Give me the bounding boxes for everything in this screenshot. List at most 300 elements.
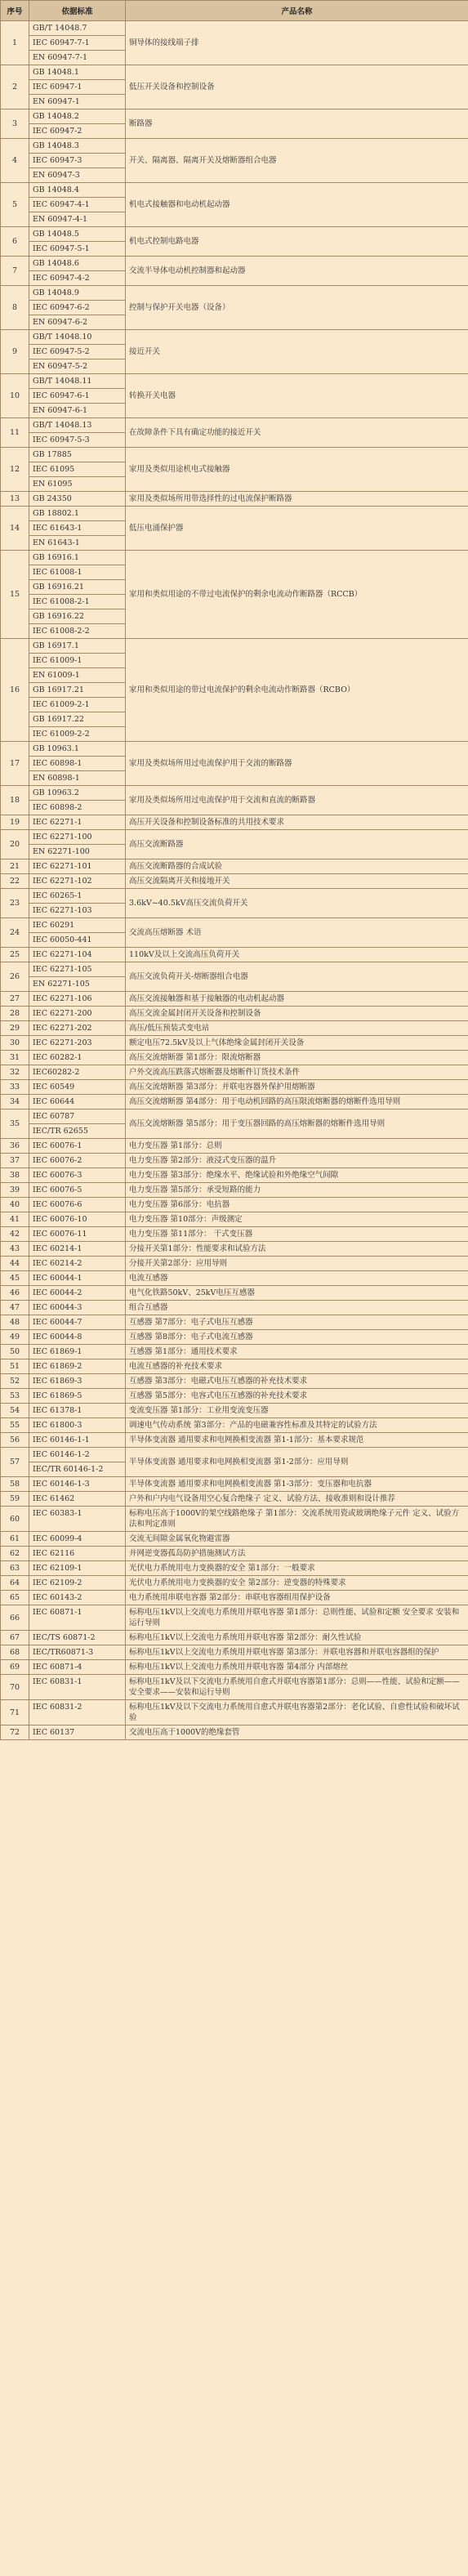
- row-number: 58: [1, 1477, 29, 1492]
- standard-cell: [29, 1591, 126, 1605]
- product-name: 标称电压1kV以上交流电力系统用并联电容器 第2部分：耐久性试验: [126, 1631, 468, 1645]
- product-name: 电力变压器 第1部分：总则: [126, 1139, 468, 1154]
- header-basis: 依据标准: [29, 1, 126, 21]
- table-row: [1, 330, 468, 374]
- row-number: 12: [1, 448, 29, 492]
- header-product: 产品名称: [126, 1, 468, 21]
- standard-code: IEC 62116: [33, 1549, 75, 1558]
- standard-code: IEC 60549: [33, 1083, 75, 1092]
- product-name: 电力变压器 第5部分：承受短路的能力: [126, 1183, 468, 1198]
- row-number: 59: [1, 1492, 29, 1507]
- row-number: 16: [1, 639, 29, 742]
- row-number: 31: [1, 1051, 29, 1065]
- standard-cell: [29, 1645, 126, 1660]
- product-name: 调速电气传动系统 第3部分：产品的电磁兼容性标准及其特定的试验方法: [126, 1418, 468, 1433]
- standard-code: IEC 61643-1: [29, 521, 125, 536]
- standard-cell: [29, 1183, 126, 1198]
- product-name: 110kV及以上交流高压负荷开关: [126, 948, 468, 962]
- row-number: 43: [1, 1242, 29, 1257]
- header-seq: 序号: [1, 1, 29, 21]
- table-row: [1, 418, 468, 448]
- product-name: 电力变压器 第2部分：液浸式变压器的温升: [126, 1154, 468, 1168]
- standard-cell: [29, 1330, 126, 1345]
- standard-code: GB/T 14048.13: [29, 418, 125, 433]
- row-number: 2: [1, 65, 29, 109]
- row-number: 1: [1, 21, 29, 65]
- product-name: 在故障条件下具有确定功能的接近开关: [126, 418, 468, 448]
- row-number: 44: [1, 1257, 29, 1271]
- row-number: 24: [1, 918, 29, 948]
- table-row: [1, 1257, 468, 1271]
- table-row: [1, 1212, 468, 1227]
- standard-code: IEC 60214-2: [33, 1259, 82, 1268]
- standard-code: GB/T 14048.7: [29, 21, 125, 36]
- standard-code: IEC 60076-6: [33, 1200, 82, 1209]
- standard-cell: [29, 830, 126, 859]
- row-number: 29: [1, 1021, 29, 1036]
- standard-code: IEC 60898-1: [29, 757, 125, 771]
- standard-code: IEC 61008-1: [29, 565, 125, 580]
- table-row: [1, 1345, 468, 1359]
- product-name: 标称电压1kV以上交流电力系统用并联电容器 第4部分 内部熔丝: [126, 1660, 468, 1675]
- standard-code: IEC/TR60871-3: [33, 1648, 94, 1657]
- standard-code: IEC 60044-8: [33, 1333, 82, 1342]
- standard-cell: [29, 1561, 126, 1576]
- table-row: [1, 1675, 468, 1700]
- standard-code: IEC 60947-4-2: [33, 274, 90, 283]
- table-row: [1, 786, 468, 815]
- standard-code: IEC 61378-1: [33, 1406, 82, 1415]
- standard-code: EN 61095: [33, 480, 73, 489]
- standard-code: GB 14048.4: [29, 183, 125, 198]
- table-row: [1, 1301, 468, 1315]
- row-number: 23: [1, 889, 29, 918]
- standard-code: IEC 61009-1: [29, 654, 125, 668]
- standard-cell: [29, 1080, 126, 1095]
- product-name: 分接开关第2部分：应用导则: [126, 1257, 468, 1271]
- standard-cell: [29, 1477, 126, 1492]
- standard-cell: [29, 1021, 126, 1036]
- standard-cell: [29, 1271, 126, 1286]
- row-number: 27: [1, 992, 29, 1007]
- table-row: [1, 1315, 468, 1330]
- table-row: [1, 551, 468, 639]
- row-number: 7: [1, 257, 29, 286]
- standard-code: IEC 60146-1-3: [33, 1480, 90, 1489]
- product-name: 家用及类似场所用过电流保护用于交流和直流的断路器: [126, 786, 468, 815]
- standard-cell: [29, 1227, 126, 1242]
- standard-code: IEC 62271-102: [33, 877, 92, 886]
- row-number: 28: [1, 1007, 29, 1021]
- product-name: 电力系统用串联电容器 第2部分：串联电容器组用保护设备: [126, 1591, 468, 1605]
- product-name: 半导体变流器 通用要求和电网换相变流器 第1-3部分：变压器和电抗器: [126, 1477, 468, 1492]
- standard-code: EN 61643-1: [33, 538, 80, 547]
- standard-cell: [29, 1448, 126, 1477]
- standard-cell: [29, 1315, 126, 1330]
- standard-code: IEC 62271-100: [29, 830, 125, 845]
- standard-cell: [29, 1198, 126, 1212]
- row-number: 33: [1, 1080, 29, 1095]
- product-name: 高压交流金属封闭开关设备和控制设备: [126, 1007, 468, 1021]
- standard-cell: [29, 1631, 126, 1645]
- row-number: 35: [1, 1109, 29, 1139]
- standard-cell: [29, 1507, 126, 1532]
- standard-cell: [29, 1345, 126, 1359]
- standard-code: IEC 60947-7-1: [29, 36, 125, 51]
- product-name: 户外和户内电气设备用空心复合绝缘子 定义、试验方法、接收准则和设计推荐: [126, 1492, 468, 1507]
- row-number: 38: [1, 1168, 29, 1183]
- table-row: [1, 109, 468, 139]
- row-number: 72: [1, 1726, 29, 1740]
- product-name: 交流半导体电动机控制器和起动器: [126, 257, 468, 286]
- product-name: 电流互感器: [126, 1271, 468, 1286]
- standard-cell: [29, 1109, 126, 1139]
- standard-cell: [29, 962, 126, 992]
- row-number: 47: [1, 1301, 29, 1315]
- standard-code: GB/T 14048.10: [29, 330, 125, 345]
- table-row: [1, 918, 468, 948]
- table-row: [1, 1168, 468, 1183]
- standard-cell: [29, 1036, 126, 1051]
- product-name: 分接开关第1部分：性能要求和试验方法: [126, 1242, 468, 1257]
- standard-code: IEC 60146-1-1: [33, 1435, 90, 1444]
- row-number: 42: [1, 1227, 29, 1242]
- standard-code: GB/T 14048.11: [29, 374, 125, 389]
- standard-cell: [29, 1301, 126, 1315]
- product-name: 组合互感器: [126, 1301, 468, 1315]
- standard-cell: [29, 1547, 126, 1561]
- standard-cell: [29, 786, 126, 815]
- standard-cell: [29, 1374, 126, 1389]
- standard-code: IEC 60076-10: [33, 1215, 87, 1224]
- row-number: 68: [1, 1645, 29, 1660]
- standard-cell: [29, 1257, 126, 1271]
- product-name: 高压开关设备和控制设备标准的共用技术要求: [126, 815, 468, 830]
- standard-code: IEC 61095: [29, 462, 125, 477]
- product-name: 高压交流熔断器 第4部分：用于电动机回路的高压限流熔断器的熔断件选用导则: [126, 1095, 468, 1109]
- row-number: 67: [1, 1631, 29, 1645]
- standard-code: IEC 60076-5: [33, 1185, 82, 1194]
- standard-code: GB 16916.22: [29, 609, 125, 624]
- standard-cell: [29, 1007, 126, 1021]
- product-name: 标称电压1kV以上交流电力系统用并联电容器 第3部分：并联电容器和并联电容器组的保护: [126, 1645, 468, 1660]
- row-number: 71: [1, 1700, 29, 1726]
- product-name: 交流无间隙金属氧化物避雷器: [126, 1532, 468, 1547]
- standard-code: IEC 60947-3: [29, 154, 125, 168]
- row-number: 5: [1, 183, 29, 227]
- row-number: 34: [1, 1095, 29, 1109]
- standard-code: EN 60947-1: [33, 97, 80, 106]
- standard-code: EN 60947-7-1: [33, 53, 87, 62]
- standard-cell: [29, 1168, 126, 1183]
- table-row: [1, 1660, 468, 1675]
- standard-code: IEC 60947-6-2: [29, 301, 125, 315]
- standard-code: IEC 60787: [29, 1109, 125, 1124]
- standard-code: IEC 60871-4: [33, 1663, 82, 1672]
- table-row: [1, 1021, 468, 1036]
- standard-code: IEC 62271-101: [33, 862, 92, 871]
- product-name: 低压电涌保护器: [126, 507, 468, 551]
- row-number: 20: [1, 830, 29, 859]
- standard-code: GB 10963.1: [29, 742, 125, 757]
- standard-code: IEC 60831-2: [33, 1703, 82, 1712]
- row-number: 6: [1, 227, 29, 257]
- table-row: [1, 1051, 468, 1065]
- standard-code: GB 14048.2: [29, 109, 125, 124]
- standard-cell: [29, 1700, 126, 1726]
- row-number: 9: [1, 330, 29, 374]
- standard-code: EN 62271-100: [33, 847, 90, 856]
- table-row: [1, 1242, 468, 1257]
- product-name: 交流电压高于1000V的绝缘套管: [126, 1726, 468, 1740]
- row-number: 32: [1, 1065, 29, 1080]
- standard-code: GB 24350: [33, 494, 72, 503]
- table-row: [1, 286, 468, 330]
- table-row: [1, 1507, 468, 1532]
- standard-cell: [29, 874, 126, 889]
- product-name: 高压交流熔断器 第1部分：限流熔断器: [126, 1051, 468, 1065]
- table-row: [1, 1631, 468, 1645]
- row-number: 52: [1, 1374, 29, 1389]
- product-name: 互感器 第5部分：电容式电压互感器的补充技术要求: [126, 1389, 468, 1404]
- standard-cell: [29, 65, 126, 109]
- standard-cell: [29, 1433, 126, 1448]
- row-number: 22: [1, 874, 29, 889]
- table-row: [1, 21, 468, 65]
- standard-code: IEC 62271-105: [29, 962, 125, 977]
- standard-cell: [29, 992, 126, 1007]
- standard-cell: [29, 492, 126, 507]
- product-name: 铜导体的接线端子排: [126, 21, 468, 65]
- standard-code: GB 14048.9: [29, 286, 125, 301]
- standard-code: IEC 60050-441: [33, 935, 92, 944]
- standard-code: IEC 60898-2: [33, 803, 82, 812]
- standard-code: IEC/TR 62655: [33, 1127, 88, 1136]
- product-name: 光伏电力系统用电力变换器的安全 第1部分：一般要求: [126, 1561, 468, 1576]
- product-name: 标称电压1kV及以下交流电力系统用自愈式并联电容器第2部分：老化试验、自愈性试验和破坏试验: [126, 1700, 468, 1726]
- row-number: 63: [1, 1561, 29, 1576]
- row-number: 56: [1, 1433, 29, 1448]
- standard-code: IEC 60831-1: [33, 1677, 82, 1686]
- table-row: [1, 1007, 468, 1021]
- standard-cell: [29, 551, 126, 639]
- table-row: [1, 374, 468, 418]
- row-number: 45: [1, 1271, 29, 1286]
- row-number: 37: [1, 1154, 29, 1168]
- standard-code: IEC 61869-2: [33, 1362, 82, 1371]
- row-number: 8: [1, 286, 29, 330]
- table-row: [1, 1547, 468, 1561]
- standard-code: IEC 62109-2: [33, 1578, 82, 1587]
- table-row: [1, 742, 468, 786]
- row-number: 69: [1, 1660, 29, 1675]
- standard-cell: [29, 109, 126, 139]
- product-name: 互感器 第3部分：电磁式电压互感器的补充技术要求: [126, 1374, 468, 1389]
- product-name: 3.6kV~40.5kV高压交流负荷开关: [126, 889, 468, 918]
- product-name: 高压交流熔断器 第5部分：用于变压器回路的高压熔断器的熔断件选用导则: [126, 1109, 468, 1139]
- table-row: [1, 962, 468, 992]
- standard-code: EN 61009-1: [29, 668, 125, 683]
- table-row: [1, 257, 468, 286]
- table-row: [1, 1080, 468, 1095]
- standard-code: IEC 60143-2: [33, 1593, 82, 1602]
- standard-cell: [29, 448, 126, 492]
- row-number: 15: [1, 551, 29, 639]
- standard-cell: [29, 183, 126, 227]
- table-row: [1, 948, 468, 962]
- product-name: 标称电压1kV以上交流电力系统用并联电容器 第1部分：总则性能、试验和定额 安全要求 安装和运行导则: [126, 1605, 468, 1631]
- row-number: 66: [1, 1605, 29, 1631]
- standard-cell: [29, 257, 126, 286]
- standard-cell: [29, 1242, 126, 1257]
- table-row: [1, 1576, 468, 1591]
- standard-code: IEC 60383-1: [33, 1509, 82, 1518]
- standard-cell: [29, 1154, 126, 1168]
- row-number: 53: [1, 1389, 29, 1404]
- standard-cell: [29, 330, 126, 374]
- table-row: [1, 448, 468, 492]
- product-name: 家用和类似用途的带过电流保护的剩余电流动作断路器（RCBO）: [126, 639, 468, 742]
- standard-code: GB 16917.21: [29, 683, 125, 698]
- standard-code: IEC 60871-1: [33, 1608, 82, 1617]
- standard-code: IEC 60282-1: [33, 1053, 82, 1062]
- standard-code: IEC 60265-1: [29, 889, 125, 904]
- product-name: 交流高压熔断器 术语: [126, 918, 468, 948]
- product-name: 高压交流接触器和基于接触器的电动机起动器: [126, 992, 468, 1007]
- standard-code: IEC 61462: [33, 1494, 75, 1503]
- row-number: 62: [1, 1547, 29, 1561]
- standard-cell: [29, 1051, 126, 1065]
- row-number: 14: [1, 507, 29, 551]
- table-row: [1, 1561, 468, 1576]
- standard-code: GB 17885: [29, 448, 125, 462]
- product-name: 高压交流断路器: [126, 830, 468, 859]
- product-name: 高压交流熔断器 第3部分：并联电容器外保护用熔断器: [126, 1080, 468, 1095]
- standard-code: IEC 60947-6-1: [29, 389, 125, 404]
- table-row: [1, 1036, 468, 1051]
- product-name: 家用及类似场所用过电流保护用于交流的断路器: [126, 742, 468, 786]
- product-name: 开关、隔离器、隔离开关及熔断器组合电器: [126, 139, 468, 183]
- standard-code: EN 60947-4-1: [33, 215, 87, 224]
- standard-code: EN 60947-6-1: [33, 406, 87, 415]
- table-row: [1, 1433, 468, 1448]
- table-row: [1, 1095, 468, 1109]
- standard-code: IEC 60947-1: [29, 80, 125, 95]
- table-row: [1, 1389, 468, 1404]
- row-number: 50: [1, 1345, 29, 1359]
- product-name: 转换开关电器: [126, 374, 468, 418]
- standard-cell: [29, 1492, 126, 1507]
- standard-code: IEC 60644: [33, 1097, 75, 1106]
- row-number: 41: [1, 1212, 29, 1227]
- table-row: [1, 1065, 468, 1080]
- standard-cell: [29, 639, 126, 742]
- standard-code: IEC 60044-1: [33, 1274, 82, 1283]
- standard-cell: [29, 1726, 126, 1740]
- product-name: 接近开关: [126, 330, 468, 374]
- table-row: [1, 1448, 468, 1477]
- standard-cell: [29, 742, 126, 786]
- standard-cell: [29, 507, 126, 551]
- product-name: 断路器: [126, 109, 468, 139]
- product-name: 电力变压器 第3部分：绝缘水平、绝缘试验和外绝缘空气间隙: [126, 1168, 468, 1183]
- table-row: [1, 1591, 468, 1605]
- table-row: [1, 1605, 468, 1631]
- product-name: 并网逆变器孤岛防护措施测试方法: [126, 1547, 468, 1561]
- table-row: [1, 1286, 468, 1301]
- table-row: [1, 889, 468, 918]
- standard-code: GB 16917.1: [29, 639, 125, 654]
- product-name: 互感器 第8部分：电子式电流互感器: [126, 1330, 468, 1345]
- standard-code: IEC 62109-1: [33, 1564, 82, 1573]
- table-row: [1, 1532, 468, 1547]
- row-number: 3: [1, 109, 29, 139]
- standard-cell: [29, 1212, 126, 1227]
- product-name: 额定电压72.5kV及以上气体绝缘金属封闭开关设备: [126, 1036, 468, 1051]
- standard-cell: [29, 1675, 126, 1700]
- standard-cell: [29, 418, 126, 448]
- row-number: 25: [1, 948, 29, 962]
- standard-cell: [29, 1139, 126, 1154]
- row-number: 55: [1, 1418, 29, 1433]
- table-row: [1, 1271, 468, 1286]
- table-row: [1, 859, 468, 874]
- row-number: 65: [1, 1591, 29, 1605]
- table-row: [1, 1726, 468, 1740]
- table-row: [1, 1404, 468, 1418]
- standard-cell: [29, 1605, 126, 1631]
- product-name: 高压交流负荷开关-熔断器组合电器: [126, 962, 468, 992]
- row-number: 40: [1, 1198, 29, 1212]
- standard-code: IEC 60947-5-3: [33, 435, 90, 444]
- row-number: 64: [1, 1576, 29, 1591]
- header-row: [1, 1, 468, 21]
- standard-code: IEC 60076-2: [33, 1156, 82, 1165]
- row-number: 26: [1, 962, 29, 992]
- product-name: 家用及类似场所用带选择性的过电流保护断路器: [126, 492, 468, 507]
- product-name: 互感器 第1部分：通用技术要求: [126, 1345, 468, 1359]
- standard-cell: [29, 227, 126, 257]
- table-row: [1, 1183, 468, 1198]
- product-name: 电力变压器 第11部分： 干式变压器: [126, 1227, 468, 1242]
- standard-code: IEC 62271-104: [33, 950, 92, 959]
- standard-code: IEC 60146-1-2: [29, 1448, 125, 1462]
- product-name: 电流互感器的补充技术要求: [126, 1359, 468, 1374]
- product-name: 电力变压器 第6部分：电抗器: [126, 1198, 468, 1212]
- row-number: 51: [1, 1359, 29, 1374]
- product-name: 半导体变流器 通用要求和电网换相变流器 第1-2部分：应用导则: [126, 1448, 468, 1477]
- row-number: 21: [1, 859, 29, 874]
- table-body: [1, 21, 468, 1740]
- table-row: [1, 1477, 468, 1492]
- table-row: [1, 1198, 468, 1212]
- standard-cell: [29, 21, 126, 65]
- table-row: [1, 65, 468, 109]
- standard-cell: [29, 1065, 126, 1080]
- standard-code: IEC 60044-7: [33, 1318, 82, 1327]
- standard-code: EN 60947-6-2: [33, 318, 87, 327]
- row-number: 54: [1, 1404, 29, 1418]
- standard-code: IEC 61009-2-2: [33, 730, 90, 739]
- standard-cell: [29, 1532, 126, 1547]
- standard-cell: [29, 1660, 126, 1675]
- standard-code: IEC 61008-2-2: [33, 627, 90, 636]
- standard-code: IEC 60947-5-1: [33, 244, 90, 253]
- standard-code: EN 60947-3: [33, 171, 80, 180]
- product-name: 变流变压器 第1部分：工业用变流变压器: [126, 1404, 468, 1418]
- standard-code: IEC/TS 60871-2: [33, 1633, 96, 1642]
- product-name: 控制与保护开关电器（设备）: [126, 286, 468, 330]
